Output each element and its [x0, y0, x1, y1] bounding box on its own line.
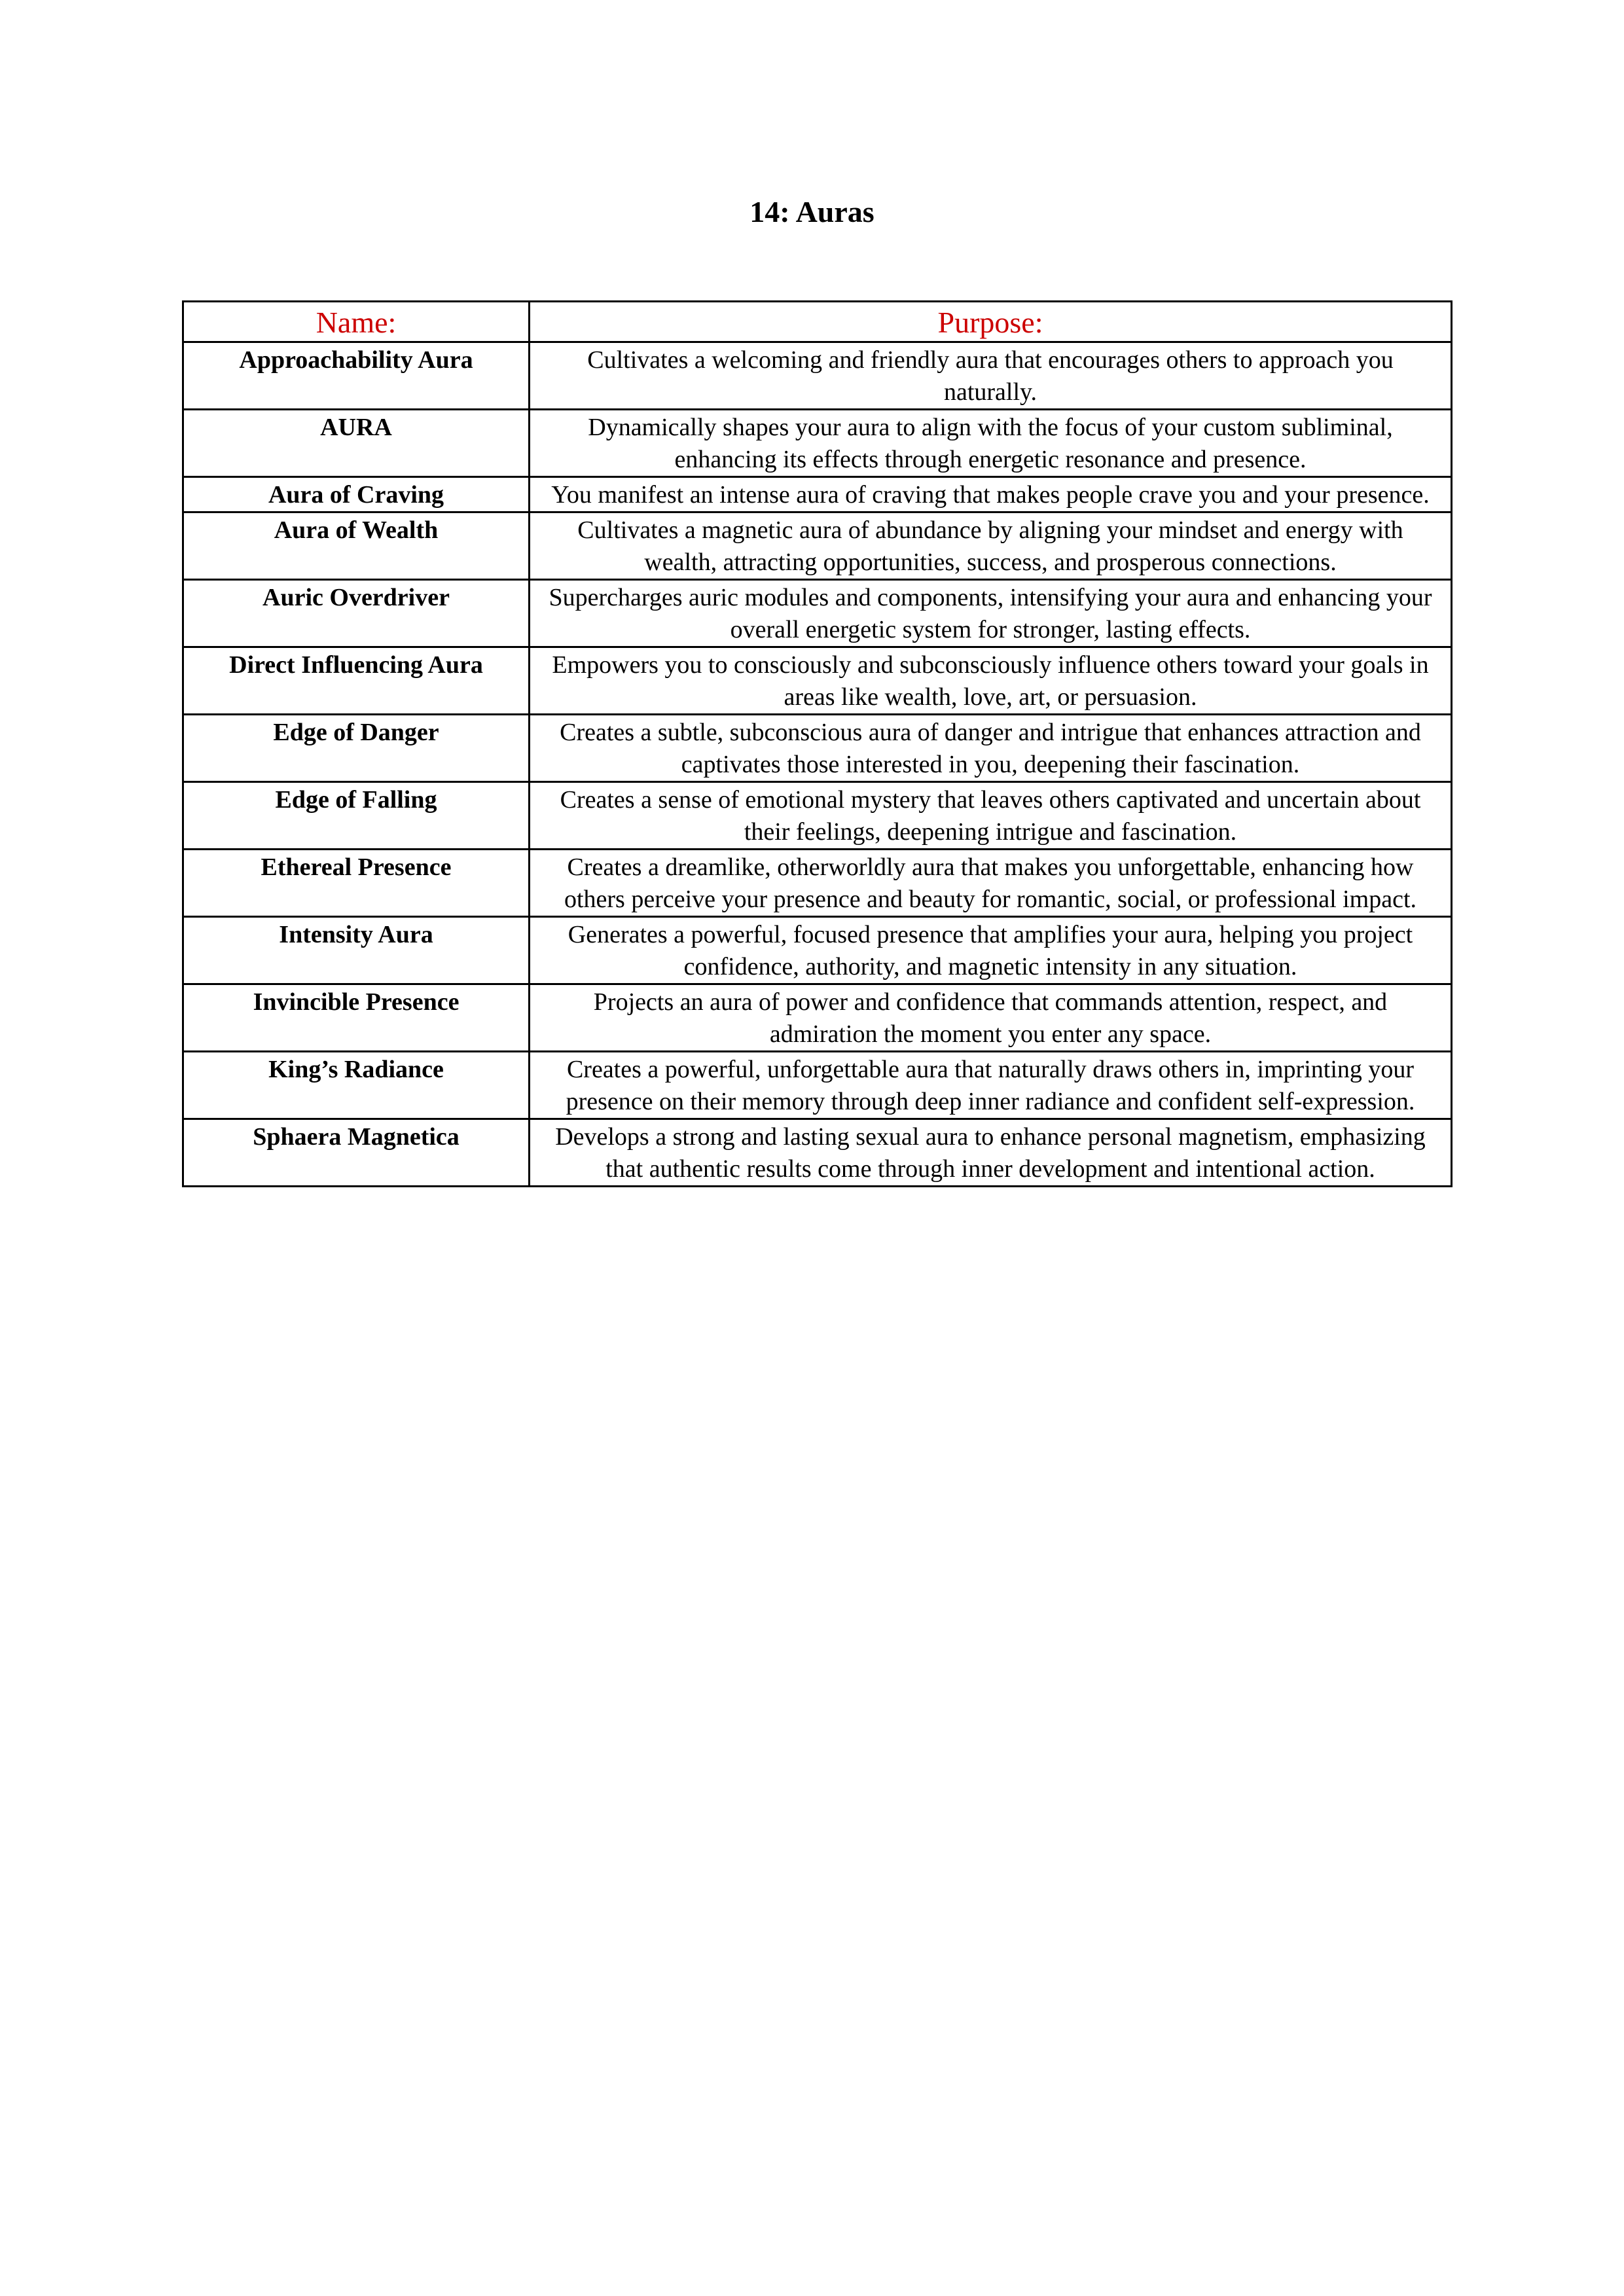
row-purpose-cell: Projects an aura of power and confidence that commands attention, respect, and admiration the moment you enter any space.	[530, 984, 1452, 1052]
row-purpose-cell: Cultivates a welcoming and friendly aura that encourages others to approach you naturally.	[530, 342, 1452, 410]
table-row	[183, 477, 1452, 512]
table-row	[183, 580, 1452, 647]
row-purpose-cell: Generates a powerful, focused presence that amplifies your aura, helping you project confidence, authority, and magnetic intensity in any situation.	[530, 917, 1452, 984]
table-row	[183, 782, 1452, 850]
table-row	[183, 850, 1452, 917]
table-row	[183, 917, 1452, 984]
row-name-cell: Aura of Wealth	[183, 512, 530, 580]
table-row	[183, 512, 1452, 580]
auras-table-container	[182, 300, 1451, 1187]
row-name-cell: Edge of Falling	[183, 782, 530, 850]
column-header-purpose: Purpose:	[530, 302, 1452, 342]
row-purpose-cell: Empowers you to consciously and subconsciously influence others toward your goals in areas like wealth, love, art, or persuasion.	[530, 647, 1452, 715]
table-row	[183, 1052, 1452, 1119]
table-body	[183, 342, 1452, 1187]
row-name-cell: Direct Influencing Aura	[183, 647, 530, 715]
row-purpose-cell: Creates a dreamlike, otherworldly aura that makes you unforgettable, enhancing how others perceive your presence and beauty for romantic, social, or professional impact.	[530, 850, 1452, 917]
row-name-cell: King’s Radiance	[183, 1052, 530, 1119]
row-purpose-cell: You manifest an intense aura of craving that makes people crave you and your presence.	[530, 477, 1452, 512]
row-purpose-cell: Develops a strong and lasting sexual aura to enhance personal magnetism, emphasizing that authentic results come through inner development and intentional action.	[530, 1119, 1452, 1187]
table-row	[183, 410, 1452, 477]
row-name-cell: Edge of Danger	[183, 715, 530, 782]
row-purpose-cell: Dynamically shapes your aura to align with the focus of your custom subliminal, enhancing its effects through energetic resonance and presence.	[530, 410, 1452, 477]
table-row	[183, 715, 1452, 782]
row-purpose-cell: Creates a powerful, unforgettable aura that naturally draws others in, imprinting your presence on their memory through deep inner radiance and confident self-expression.	[530, 1052, 1452, 1119]
table-row	[183, 1119, 1452, 1187]
column-header-name: Name:	[183, 302, 530, 342]
table-header-row	[183, 302, 1452, 342]
page-title: 14: Auras	[749, 195, 875, 228]
row-name-cell: Ethereal Presence	[183, 850, 530, 917]
row-purpose-cell: Creates a sense of emotional mystery that leaves others captivated and uncertain about their feelings, deepening intrigue and fascination.	[530, 782, 1452, 850]
row-name-cell: Invincible Presence	[183, 984, 530, 1052]
row-name-cell: Approachability Aura	[183, 342, 530, 410]
row-purpose-cell: Creates a subtle, subconscious aura of danger and intrigue that enhances attraction and captivates those interested in you, deepening their fascination.	[530, 715, 1452, 782]
row-purpose-cell: Supercharges auric modules and components, intensifying your aura and enhancing your overall energetic system for stronger, lasting effects.	[530, 580, 1452, 647]
table-row	[183, 647, 1452, 715]
row-name-cell: Auric Overdriver	[183, 580, 530, 647]
row-name-cell: AURA	[183, 410, 530, 477]
table-row	[183, 342, 1452, 410]
row-name-cell: Intensity Aura	[183, 917, 530, 984]
table-row	[183, 984, 1452, 1052]
auras-table	[182, 300, 1453, 1187]
row-name-cell: Sphaera Magnetica	[183, 1119, 530, 1187]
row-purpose-cell: Cultivates a magnetic aura of abundance by aligning your mindset and energy with wealth, attracting opportunities, success, and prosperous connections.	[530, 512, 1452, 580]
row-name-cell: Aura of Craving	[183, 477, 530, 512]
